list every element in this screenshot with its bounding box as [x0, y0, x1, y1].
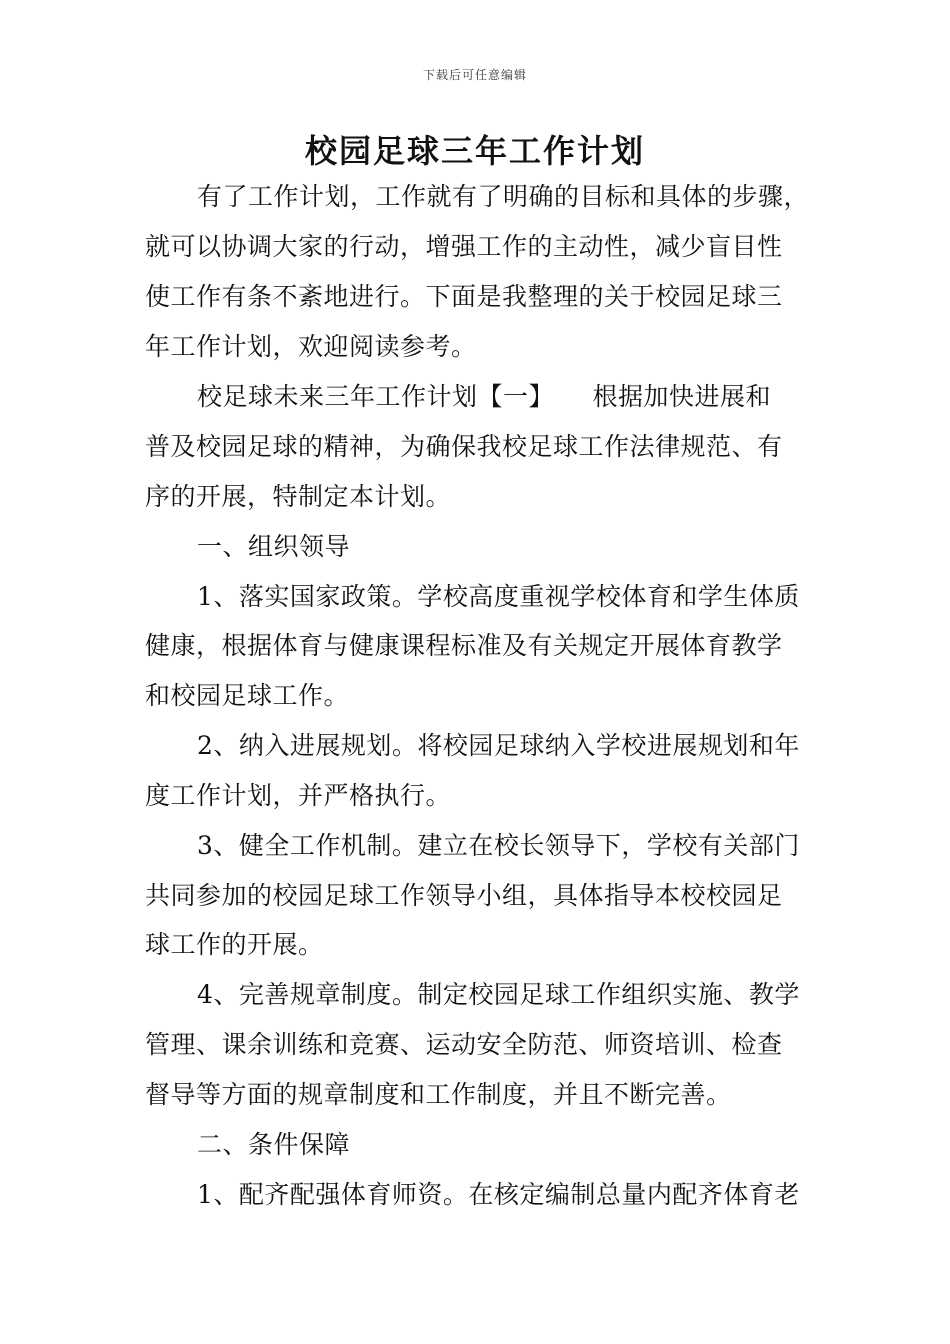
paragraph-line: 度工作计划，并严格执行。: [145, 781, 452, 810]
paragraph-line: 普及校园足球的精神，为确保我校足球工作法律规范、有: [145, 432, 783, 461]
paragraph-line: 校足球未来三年工作计划【一】 根据加快进展和: [197, 382, 772, 411]
paragraph-line: 使工作有条不紊地进行。下面是我整理的关于校园足球三: [145, 282, 783, 311]
paragraph-line: 督导等方面的规章制度和工作制度，并且不断完善。: [145, 1080, 732, 1109]
paragraph-line: 序的开展，特制定本计划。: [145, 482, 452, 511]
paragraph-line: 就可以协调大家的行动，增强工作的主动性，减少盲目性: [145, 232, 783, 261]
paragraph-line: 年工作计划，欢迎阅读参考。: [145, 332, 477, 361]
paragraph-line: 1、配齐配强体育师资。在核定编制总量内配齐体育老: [197, 1180, 800, 1209]
paragraph-line: 和校园足球工作。: [145, 681, 350, 710]
paragraph-line: 4、完善规章制度。制定校园足球工作组织实施、教学: [197, 980, 800, 1009]
section-heading: 一、组织领导: [197, 532, 351, 561]
paragraph-line: 2、纳入进展规划。将校园足球纳入学校进展规划和年: [197, 731, 800, 760]
paragraph-line: 1、落实国家政策。学校高度重视学校体育和学生体质: [197, 582, 800, 611]
paragraph-line: 健康，根据体育与健康课程标准及有关规定开展体育教学: [145, 631, 783, 660]
paragraph-line: 共同参加的校园足球工作领导小组，具体指导本校校园足: [145, 881, 783, 910]
section-heading: 二、条件保障: [197, 1130, 351, 1159]
paragraph-line: 球工作的开展。: [145, 930, 324, 959]
paragraph-line: 3、健全工作机制。建立在校长领导下，学校有关部门: [197, 831, 800, 860]
document-title: 校园足球三年工作计划: [304, 132, 645, 170]
paragraph-line: 管理、课余训练和竞赛、运动安全防范、师资培训、检查: [145, 1030, 783, 1059]
header-note: 下载后可任意编辑: [422, 68, 527, 82]
paragraph-line: 有了工作计划，工作就有了明确的目标和具体的步骤，: [197, 182, 810, 211]
